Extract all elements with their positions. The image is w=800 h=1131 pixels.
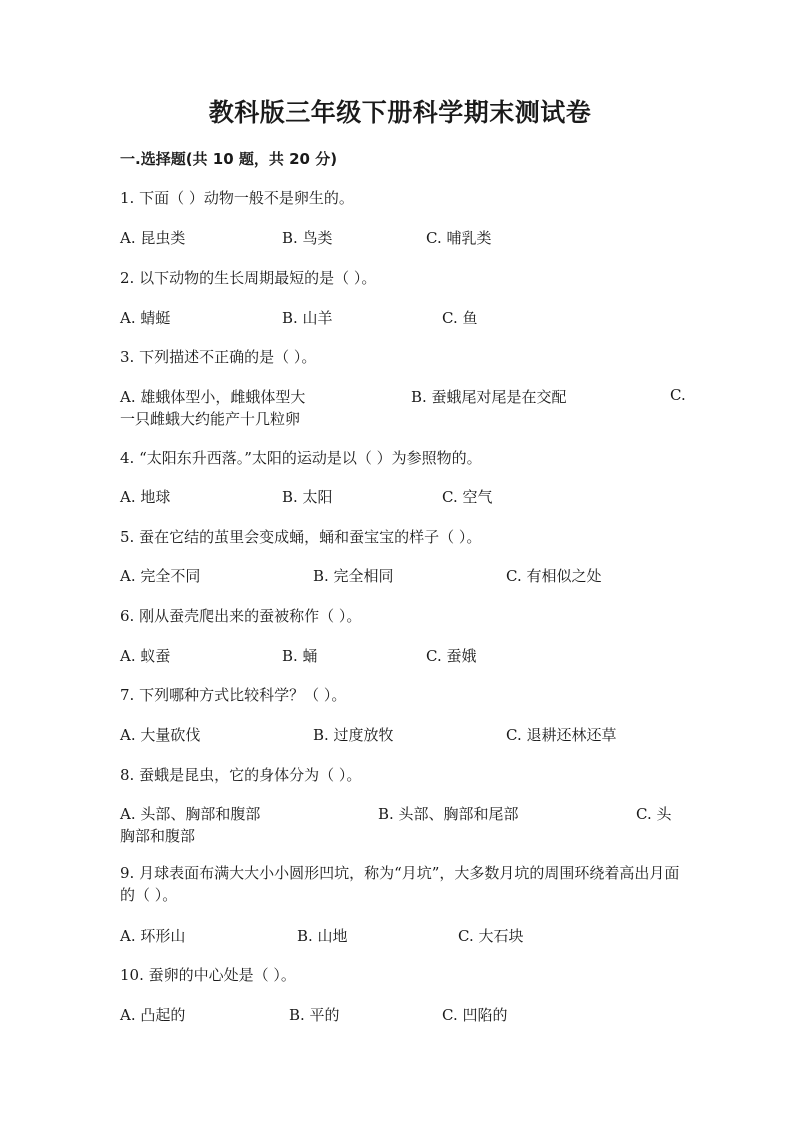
question-7: 7. 下列哪种方式比较科学？（ ）。 [120,686,347,704]
q5-option-a: A. 完全不同 [120,567,201,585]
q8-option-c-text: 胸部和腹部 [120,827,196,845]
q1-option-a: A. 昆虫类 [120,229,186,247]
q7-option-a: A. 大量砍伐 [120,726,201,744]
q8-option-c: C. 头 [636,805,672,823]
q6-option-c: C. 蚕娥 [426,647,477,665]
q2-option-c: C. 鱼 [442,309,478,327]
q1-option-b: B. 鸟类 [282,229,333,247]
q3-option-c-text: 一只雌蛾大约能产十几粒卵 [120,410,301,428]
q7-option-c: C. 退耕还林还草 [506,726,617,744]
question-10: 10. 蚕卵的中心处是（ ）。 [120,966,296,984]
q9-option-c: C. 大石块 [458,927,524,945]
q3-option-c: C. [670,386,686,404]
question-1: 1. 下面（ ）动物一般不是卵生的。 [120,189,354,207]
q9-option-a: A. 环形山 [120,927,186,945]
q2-option-b: B. 山羊 [282,309,333,327]
question-9: 9. 月球表面布满大大小小圆形凹坑，称为“月坑”，大多数月坑的周围环绕着高出月面的（ ）。 [120,864,680,904]
question-2: 2. 以下动物的生长周期最短的是（ ）。 [120,269,377,287]
question-6: 6. 刚从蚕壳爬出来的蚕被称作（ ）。 [120,607,362,625]
q4-option-a: A. 地球 [120,488,171,506]
q8-option-b: B. 头部、胸部和尾部 [378,805,519,823]
q10-option-c: C. 凹陷的 [442,1006,508,1024]
q9-option-b: B. 山地 [297,927,348,945]
q5-option-b: B. 完全相同 [313,567,394,585]
q10-option-b: B. 平的 [289,1006,340,1024]
q1-option-c: C. 哺乳类 [426,229,492,247]
q3-option-b: B. 蚕蛾尾对尾是在交配 [411,388,567,406]
q10-option-a: A. 凸起的 [120,1006,186,1024]
q3-option-a: A. 雄蛾体型小，雌蛾体型大 [120,388,306,406]
q5-option-c: C. 有相似之处 [506,567,602,585]
q6-option-a: A. 蚁蚕 [120,647,171,665]
question-8: 8. 蚕蛾是昆虫，它的身体分为（ ）。 [120,766,362,784]
section-heading: 一.选择题(共 10 题，共 20 分) [120,150,338,168]
q4-option-c: C. 空气 [442,488,493,506]
q8-option-a: A. 头部、胸部和腹部 [120,805,261,823]
q7-option-b: B. 过度放牧 [313,726,394,744]
question-4: 4. “太阳东升西落。”太阳的运动是以（ ）为参照物的。 [120,449,482,467]
q4-option-b: B. 太阳 [282,488,333,506]
q6-option-b: B. 蛹 [282,647,318,665]
question-3: 3. 下列描述不正确的是（ ）。 [120,348,317,366]
page-title: 教科版三年级下册科学期末测试卷 [208,98,592,127]
q2-option-a: A. 蜻蜓 [120,309,171,327]
question-5: 5. 蚕在它结的茧里会变成蛹，蛹和蚕宝宝的样子（ ）。 [120,528,482,546]
